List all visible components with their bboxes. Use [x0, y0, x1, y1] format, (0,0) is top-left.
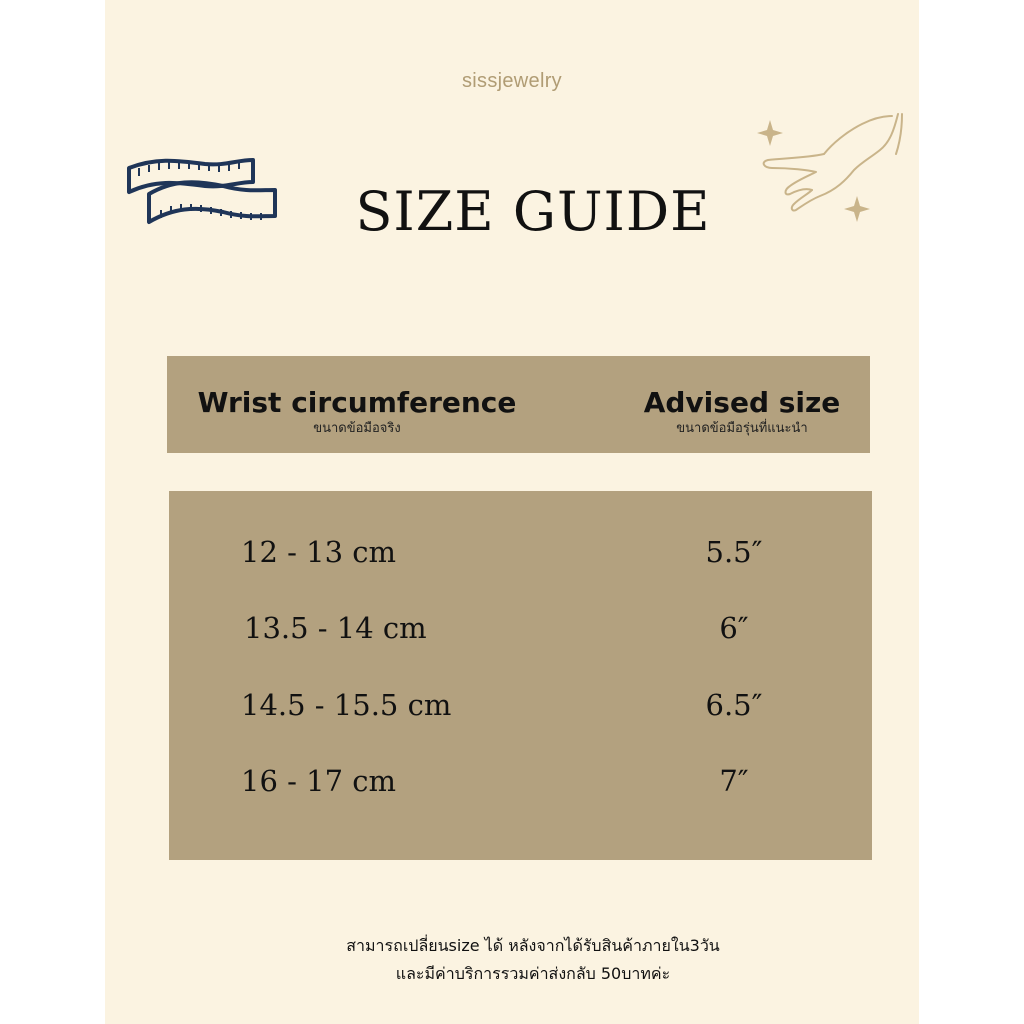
size-cell: 5.5″ [705, 535, 763, 569]
hand-sparkle-icon [750, 110, 910, 225]
size-column-header [637, 386, 847, 438]
page-title: SIZE GUIDE [355, 180, 711, 243]
note-line-1: สามารถเปลี่ยนsize ได้ หลังจากได้รับสินค้าภายใน3วัน [346, 936, 720, 955]
size-guide-card [105, 0, 919, 1024]
brand-name: sissjewelry [462, 70, 562, 92]
table-row [169, 764, 872, 804]
size-cell: 7″ [719, 764, 749, 798]
size-cell: 6.5″ [705, 688, 763, 722]
exchange-note [105, 932, 961, 988]
table-row [169, 611, 872, 651]
wrist-cell: 14.5 - 15.5 cm [241, 688, 452, 722]
table-row [169, 535, 872, 575]
wrist-header-sublabel: ขนาดข้อมือจริง [313, 421, 401, 436]
wrist-cell: 12 - 13 cm [241, 535, 396, 569]
wrist-cell: 13.5 - 14 cm [244, 611, 427, 645]
wrist-cell: 16 - 17 cm [241, 764, 396, 798]
table-row [169, 688, 872, 728]
size-header-label: Advised size [643, 386, 841, 419]
table-header [167, 356, 870, 453]
size-table [169, 491, 872, 860]
wrist-column-header [197, 386, 517, 438]
size-header-sublabel: ขนาดข้อมือรุ่นที่แนะนำ [676, 421, 808, 436]
wrist-header-label: Wrist circumference [197, 386, 517, 419]
note-line-2: และมีค่าบริการรวมค่าส่งกลับ 50บาทค่ะ [395, 964, 671, 983]
size-cell: 6″ [719, 611, 749, 645]
